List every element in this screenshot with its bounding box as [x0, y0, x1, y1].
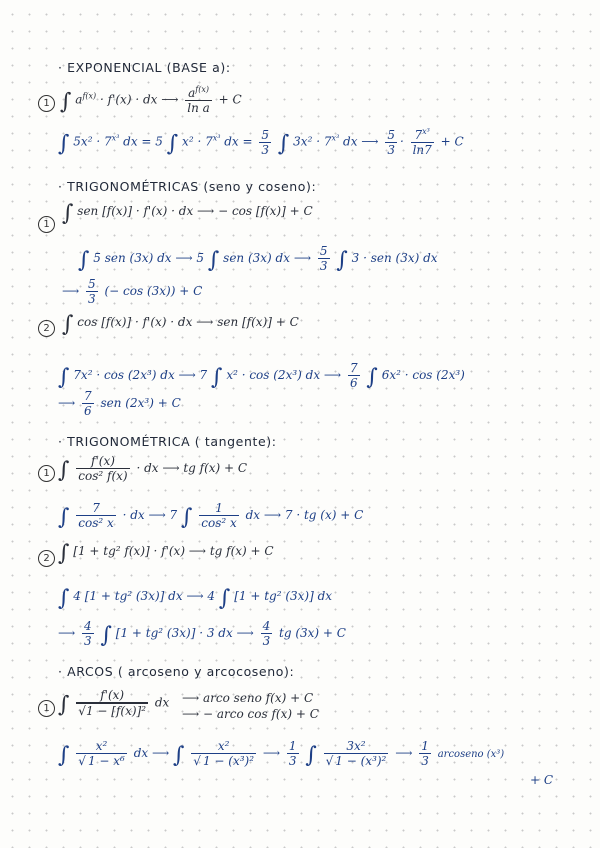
example-tangente-2: ∫ 4 [1 + tg² (3x)] dx ⟶ 4 ∫ [1 + tg² (3x)] dx [58, 586, 333, 611]
fraction: $\frac{a^{f(x)}}{\text{ln a}}$ [187, 85, 210, 115]
example-arcos-tail: + C [530, 773, 554, 787]
section-header-arcos: · ARCOS ( arcoseno y arcocoseno): [58, 664, 295, 679]
formula-arcos: ∫ $\frac{f'(x)}{\text{√1 − [f(x)]²}}$ dx [58, 688, 170, 718]
example-seno-result: ⟶ $\frac{5}{3}$ (− cos (3x)) + C [62, 277, 203, 306]
formula-exponencial: ∫ $a^{f(x)} \cdot f'(x)$ · dx ⟶ $\frac{a^{f(x)}}{\text{ln a}}$ + C [60, 85, 242, 115]
section-header-exponencial: · EXPONENCIAL (BASE a): [58, 60, 231, 75]
formula-tangente-2: ∫ [1 + tg² f(x)] · f'(x) ⟶ tg f(x) + C [58, 541, 274, 566]
formula-coseno: ∫ cos [f(x)] · f'(x) · dx ⟶ sen [f(x)] + C [62, 312, 299, 337]
formula-arcos-result-2: ⟶ − arco cos f(x) + C [182, 707, 319, 721]
item-number: 1 [38, 700, 55, 717]
example-seno: ∫ 5 sen (3x) dx ⟶ 5 ∫ sen (3x) dx ⟶ $\frac{5}{3}$ ∫ 3 · sen (3x) dx [78, 244, 438, 273]
item-number: 1 [38, 216, 55, 233]
example-tangente: ∫ $\frac{7}{\text{cos² x}}$ · dx ⟶ 7 ∫ $\frac{1}{\text{cos² x}}$ dx ⟶ 7 · tg (x) + C [58, 501, 364, 530]
item-number: 1 [38, 95, 55, 112]
example-arcos: ∫ $\frac{\text{x²}}{\text{√ 1 − x⁶}}$ dx ⟶ ∫ $\frac{\text{x²}}{\text{√ 1 − (x³)²}}$ ⟶ $\frac{1}{3}$ ∫ $\frac{\text{3x²}}{\text{√ 1 − (x³)²}}$ ⟶ $\frac{1}{3}$ arcoseno (x³) [58, 739, 505, 768]
integral-sign: ∫ [60, 89, 72, 115]
formula-tangente: ∫ $\frac{f'(x)}{\text{cos² f(x)}}$ · dx ⟶ tg f(x) + C [58, 454, 248, 483]
section-header-trig-tangente: · TRIGONOMÉTRICA ( tangente): [58, 434, 277, 449]
example-coseno-result: ⟶ $\frac{7}{6}$ sen (2x³) + C [58, 389, 181, 418]
section-header-trig-seno-coseno: · TRIGONOMÉTRICAS (seno y coseno): [58, 179, 317, 194]
item-number: 2 [38, 550, 55, 567]
example-exponencial: ∫ $5x^2 \cdot 7^{x^3}$ dx = 5 ∫ $x^2 \cdot 7^{x^3}$ dx = $\frac{5}{3}$ ∫ $3x^2 \cdot 7^{x^3}$ dx ⟶ $\frac{5}{3}$ · $\frac{7^{x^3}}{\ln 7}$ + C [58, 127, 464, 157]
example-coseno: ∫ 7x² · cos (2x³) dx ⟶ 7 ∫ x² · cos (2x³) dx ⟶ $\frac{7}{6}$ ∫ 6x² · cos (2x³) [58, 361, 465, 390]
formula-seno: ∫ sen [f(x)] · f'(x) · dx ⟶ − cos [f(x)] + C [62, 201, 313, 226]
item-number: 1 [38, 465, 55, 482]
item-number: 2 [38, 320, 55, 337]
example-tangente-2-result: ⟶ $\frac{4}{3}$ ∫ [1 + tg² (3x)] · 3 dx ⟶ $\frac{4}{3}$ tg (3x) + C [58, 619, 346, 648]
formula-arcos-result-1: ⟶ arco seno f(x) + C [182, 691, 314, 705]
